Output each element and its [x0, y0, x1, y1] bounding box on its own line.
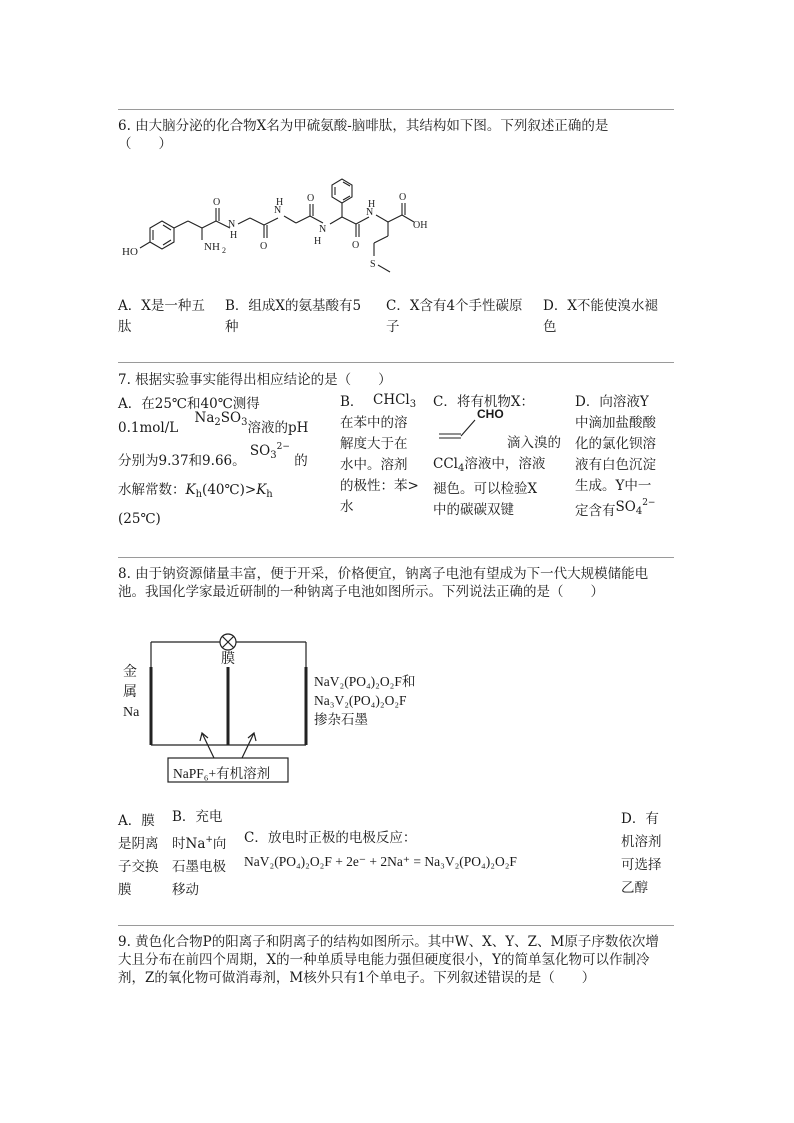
q8-option-b[interactable]: B．充电 时Na+向 石墨电极 移动 [172, 809, 227, 898]
svg-text:N: N [366, 207, 374, 218]
q7-option-b[interactable]: B． CHCl$_3$ 在苯中的溶 解度大于在 水中。溶剂 的极性：苯> 水 [340, 392, 419, 515]
q6-molecule-structure [118, 170, 438, 280]
membrane-label: 膜 [221, 652, 235, 667]
o-label-5: O [399, 192, 407, 203]
electrolyte-label: NaPF₆+有机溶剂 [173, 766, 271, 781]
divider-q8 [118, 557, 674, 558]
svg-text:H: H [230, 230, 238, 241]
q9-stem-line2: 大且分布在前四个周期，X的一种单质导电能力强但硬度很小，Y的简单氢化物可以作制冷 [118, 952, 650, 968]
o-label-2: O [260, 241, 268, 252]
svg-text:2: 2 [222, 246, 226, 255]
o-label-1: O [213, 197, 221, 208]
cathode-label: NaV₂(PO₄)₂O₂F和 Na₃V₂(PO₄)₂O₂F 掺杂石墨 [314, 674, 416, 727]
o-label-3: O [307, 193, 315, 204]
q7-stem: 7. 根据实验事实能得出相应结论的是（ ） [118, 372, 392, 388]
q7-option-a[interactable]: A．在25℃和40℃测得 0.1mol/L $Na_2SO_3$溶液的pH 分别为9.37和9.66。 $SO_3^{2-}$ 的 水解常数：$K_h(40℃)>K_h$ (25℃) [118, 396, 309, 527]
q6-option-a[interactable]: A．X是一种五 肽 [118, 298, 205, 335]
q6-option-c[interactable]: C．X含有4个手性碳原 子 [386, 298, 523, 335]
q6-stem-line1: 6. 由大脑分泌的化合物X名为甲硫氨酸-脑啡肽，其结构如下图。下列叙述正确的是 [118, 118, 609, 134]
q8-option-a[interactable]: A．膜 是阴离 子交换 膜 [118, 813, 159, 898]
divider-q7 [118, 362, 674, 363]
q6-stem-line2: （ ） [118, 136, 172, 152]
q8-stem-line1: 8. 由于钠资源储量丰富，便于开采，价格便宜，钠离子电池有望成为下一代大规模储能电 [118, 566, 649, 582]
divider-q6 [118, 109, 674, 110]
ho-label: HO [122, 246, 138, 258]
svg-text:H: H [314, 236, 322, 247]
q8-option-c[interactable]: C．放电时正极的电极反应： NaV₂(PO₄)₂O₂F + 2e⁻ + 2Na⁺ = Na₃V₂(PO₄)₂O₂F [244, 830, 517, 869]
q7-option-d[interactable]: D．向溶液Y 中滴加盐酸酸 化的氯化钡溶 液有白色沉淀 生成。Y中一 定含有$SO_4^{2-}$ [575, 394, 656, 519]
svg-text:N: N [228, 219, 236, 230]
nh2-label: NH [204, 241, 220, 253]
svg-text:H: H [368, 199, 376, 210]
svg-text:S: S [370, 259, 376, 270]
q8-stem-line2: 池。我国化学家最近研制的一种钠离子电池如图所示。下列说法正确的是（ ） [118, 584, 604, 600]
q9-stem-line3: 剂，Z的氧化物可做消毒剂，M核外只有1个单电子。下列叙述错误的是（ ） [118, 970, 596, 986]
divider-q9 [118, 925, 674, 926]
svg-text:N: N [319, 224, 327, 235]
svg-text:OH: OH [413, 220, 428, 231]
q6-option-d[interactable]: D．X不能使溴水褪 色 [543, 298, 658, 335]
svg-text:H: H [276, 197, 284, 208]
svg-text:N: N [274, 205, 282, 216]
q6-option-b[interactable]: B．组成X的氨基酸有5 种 [225, 298, 362, 335]
q8-option-d[interactable]: D．有 机溶剂 可选择 乙醇 [621, 811, 662, 896]
q9-stem-line1: 9. 黄色化合物P的阳离子和阴离子的结构如图所示。其中W、X、Y、Z、M原子序数依次增 [118, 934, 659, 950]
anode-label: 金 属 Na [123, 665, 140, 720]
o-label-4: O [352, 240, 360, 251]
q7-option-c[interactable]: C．将有机物X： CHO 滴入溴的 CCl$_4$溶液中，溶液 褪色。可以检验X 中的碳碳双键 [433, 394, 561, 518]
